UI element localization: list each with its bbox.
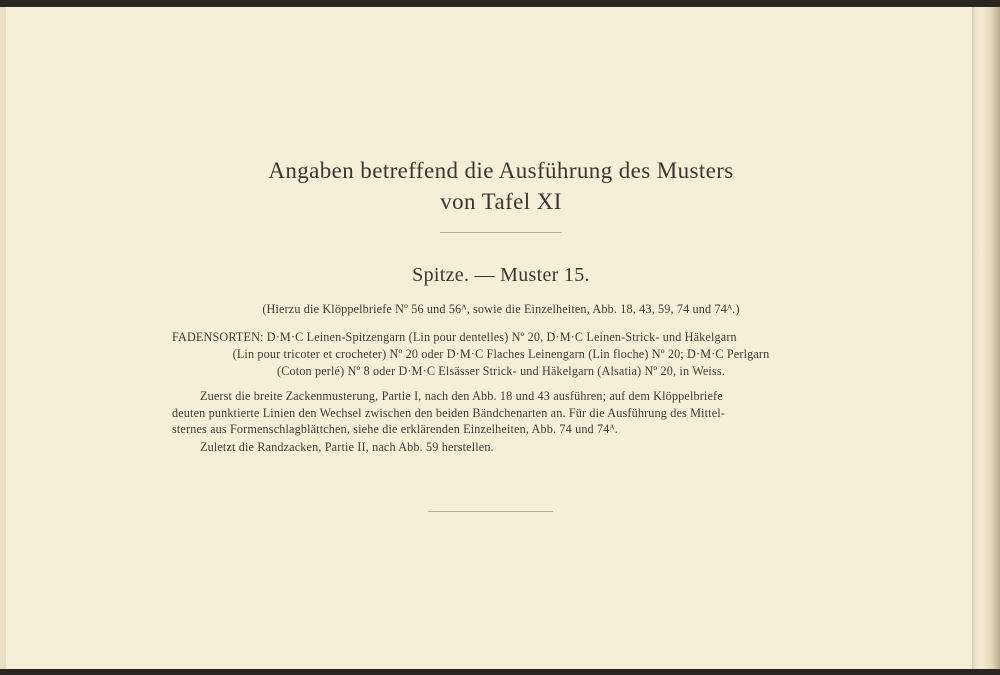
- page-title-line-2: von Tafel XI: [440, 189, 562, 214]
- scan-bottom-border: [0, 669, 1000, 675]
- threads-line-3: (Coton perlé) Nº 8 oder D·M·C Elsässer Strick- und Häkelgarn (Alsatia) Nº 20, in Weiss.: [277, 364, 725, 378]
- divider-top: [440, 232, 562, 233]
- threads-line-1: FADENSORTEN: D·M·C Leinen-Spitzengarn (Lin pour dentelles) Nº 20, D·M·C Leinen-Strick- und Häkelgarn: [172, 330, 737, 344]
- threads-line-2: (Lin pour tricoter et crocheter) Nº 20 oder D·M·C Flaches Leinengarn (Lin floche) Nº 20; D·M·C Perlgarn: [232, 347, 770, 361]
- scan-top-border: [0, 0, 1000, 7]
- instructions-line-1: Zuerst die breite Zackenmusterung, Partie I, nach den Abb. 18 und 43 ausführen; auf dem Klöppelbriefe: [200, 389, 723, 403]
- instructions-line-2: deuten punktierte Linien den Wechsel zwischen den beiden Bändchenarten an. Für die Ausführung des Mittel-: [172, 406, 726, 420]
- divider-bottom: [428, 511, 553, 512]
- instructions-line-3: sternes aus Formenschlagblättchen, siehe die erklärenden Einzelheiten, Abb. 74 und 74ᴬ.: [172, 422, 618, 436]
- page-edge: [972, 7, 1000, 669]
- section-heading: Spitze. — Muster 15.: [412, 264, 590, 286]
- instructions-line-4: Zuletzt die Randzacken, Partie II, nach Abb. 59 herstellen.: [200, 440, 494, 454]
- reference-note: (Hierzu die Klöppelbriefe Nº 56 und 56ᴬ, sowie die Einzelheiten, Abb. 18, 43, 59, 74 und 74ᴬ.): [262, 302, 740, 316]
- page-title-line-1: Angaben betreffend die Ausführung des Musters: [268, 158, 734, 183]
